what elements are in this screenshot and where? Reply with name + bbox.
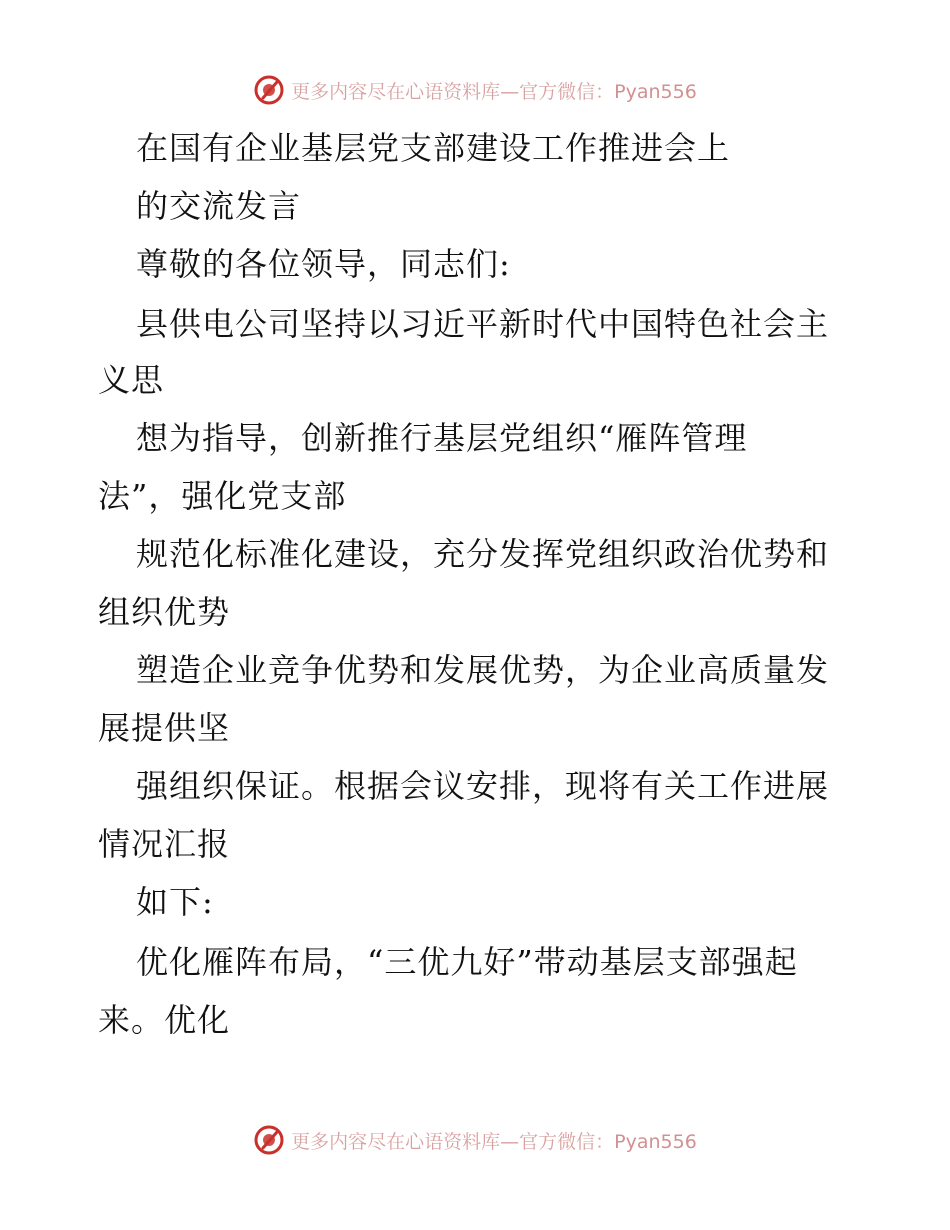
doc-paragraph-line: 情况汇报 (98, 825, 231, 863)
red-seal-logo-icon (253, 1124, 285, 1156)
doc-paragraph-line: 强组织保证。根据会议安排，现将有关工作进展 (136, 767, 830, 805)
header-watermark (0, 72, 950, 108)
doc-paragraph-line: 如下: (136, 883, 214, 921)
doc-paragraph-line: 义思 (98, 361, 165, 399)
doc-paragraph-line: 规范化标准化建设，充分发挥党组织政治优势和 (136, 535, 830, 573)
red-seal-logo-icon (253, 74, 285, 106)
doc-paragraph-line: 想为指导，创新推行基层党组织“雁阵管理 (136, 419, 748, 457)
doc-paragraph-line: 组织优势 (98, 593, 231, 631)
doc-paragraph-line: 法”，强化党支部 (98, 477, 347, 515)
footer-watermark (0, 1122, 950, 1158)
doc-paragraph-line: 优化雁阵布局，“三优九好”带动基层支部强起 (136, 943, 798, 981)
doc-title-line-2: 的交流发言 (136, 187, 302, 225)
wechat-id: Pyan556 (614, 80, 697, 103)
doc-paragraph-line: 县供电公司坚持以习近平新时代中国特色社会主 (136, 305, 830, 343)
doc-salutation: 尊敬的各位领导，同志们: (136, 245, 511, 283)
doc-paragraph-line: 塑造企业竞争优势和发展优势，为企业高质量发 (136, 651, 830, 689)
doc-title-line-1: 在国有企业基层党支部建设工作推进会上 (136, 129, 731, 167)
doc-paragraph-line: 来。优化 (98, 1001, 231, 1039)
watermark-text: 更多内容尽在心语资料库—官方微信：Pyan556 (291, 80, 697, 103)
doc-paragraph-line: 展提供坚 (98, 709, 231, 747)
watermark-text: 更多内容尽在心语资料库—官方微信：Pyan556 (291, 1130, 697, 1153)
wechat-id: Pyan556 (614, 1130, 697, 1153)
